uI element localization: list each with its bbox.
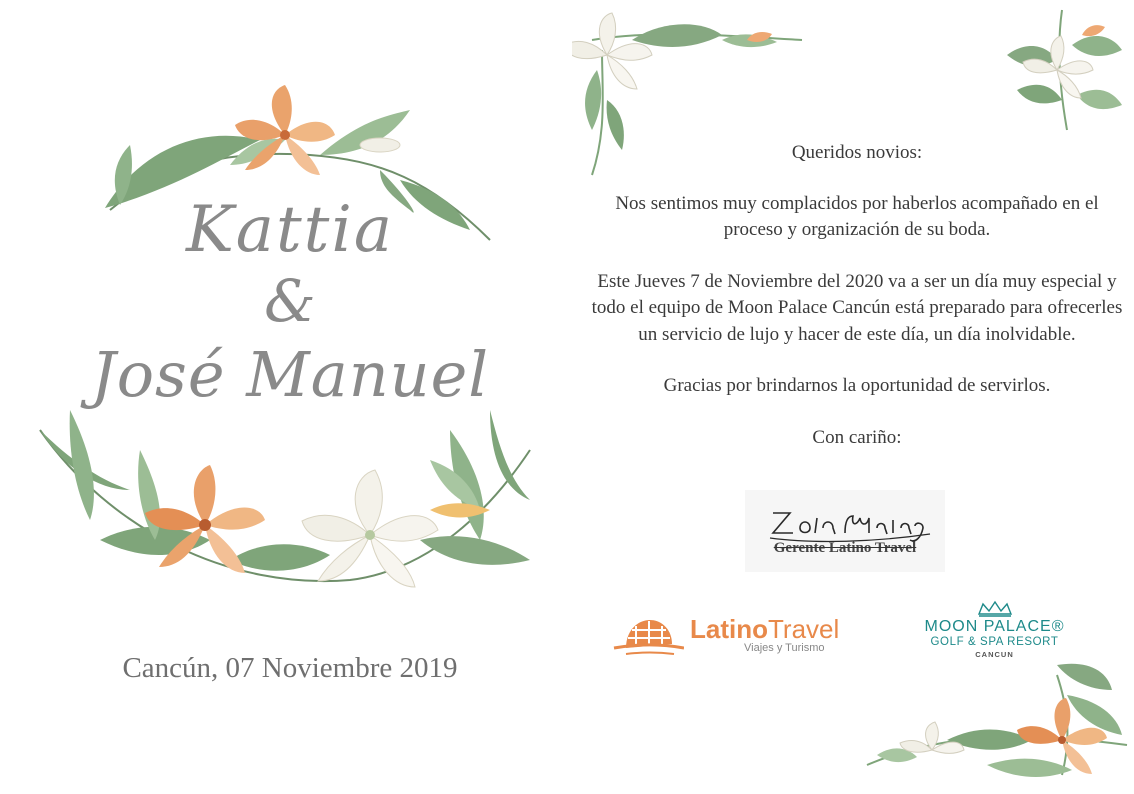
- letter-paragraph-1: Nos sentimos muy complacidos por haberlos acompañado en el proceso y organización de su boda.: [615, 192, 1099, 240]
- latino-travel-wordmark: LatinoTravel: [690, 614, 840, 644]
- latino-travel-tagline: Viajes y Turismo: [744, 642, 825, 654]
- signature-block: [745, 490, 945, 572]
- letter-salutation: Queridos novios:: [791, 142, 923, 163]
- floral-corner-topright-illustration: [997, 5, 1127, 135]
- couple-names: [90, 190, 490, 418]
- letter-paragraph-3: Gracias por brindarnos la oportunidad de servirlos.: [663, 375, 1051, 396]
- moon-palace-title: MOON PALACE®: [924, 618, 1065, 635]
- moon-palace-city: CANCUN: [975, 650, 1014, 659]
- moon-palace-subtitle: GOLF & SPA RESORT: [930, 636, 1059, 648]
- letter-paragraph-2: Este Jueves 7 de Noviembre del 2020 va a ser un día muy especial y todo el equipo de Moon Palace Cancún está preparado para ofrecerles un servicio de lujo y hacer de este día, un día inolvidable.: [591, 270, 1123, 345]
- groom-name: José Manuel: [90, 338, 490, 411]
- floral-corner-bottomright-illustration: [857, 655, 1132, 790]
- signature-title: Gerente Latino Travel: [773, 540, 917, 556]
- latino-travel-logo: [612, 612, 847, 662]
- letter-panel: [567, 0, 1134, 794]
- bride-name: Kattia: [185, 193, 395, 267]
- ampersand: &: [264, 267, 316, 335]
- floral-wreath-bottom-illustration: [30, 390, 540, 620]
- city-date: Cancún, 07 Noviembre 2019: [122, 652, 458, 684]
- globe-icon: [612, 614, 684, 658]
- letter-body: [587, 140, 1127, 476]
- letter-closing: Con cariño:: [812, 426, 902, 448]
- crown-icon: [975, 600, 1015, 618]
